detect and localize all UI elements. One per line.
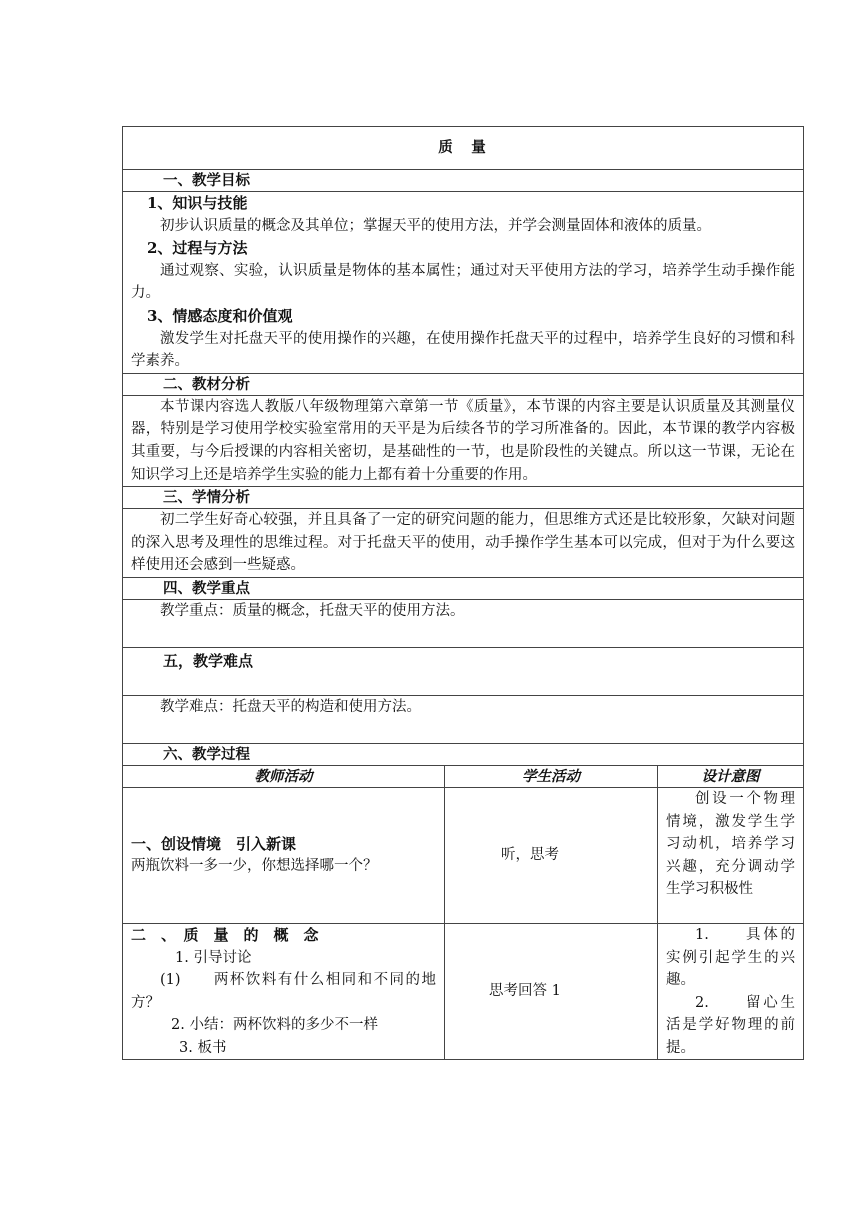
section-heading-goals: 一、教学目标 [123,170,804,192]
material-text: 本节课内容选人教版八年级物理第六章第一节《质量》，本节课的内容主要是认识质量及其测量仪器，特别是学习使用学校实验室常用的天平是为后续各节的学习所准备的。因此，本节课的教学内容极其重要，与今后授课的内容相关密切，是基础性的一节，也是阶段性的关键点。所以这一节课，无论在知识学习上还是培养学生实验的能力上都有着十分重要的作用。 [131,398,796,483]
material-content [123,395,804,486]
row2-teacher-line1: 1. 引导讨论 [175,949,252,966]
row2-teacher-line3: 2. 小结：两杯饮料的多少不一样 [171,1017,378,1034]
row2-student-cell: 思考回答 1 [445,923,658,1060]
row2-teacher-cell [123,923,445,1060]
goal-1-text: 初步认识质量的概念及其单位；掌握天平的使用方法，并学会测量固体和液体的质量。 [160,217,711,234]
process-row-2 [123,923,804,1060]
row2-design-line1: 1. 具体的实例引起学生的兴趣。 [666,926,796,989]
row2-design-line2: 2. 留心生活是学好物理的前提。 [666,994,796,1056]
section-heading-material: 二、教材分析 [123,373,804,395]
students-text: 初二学生好奇心较强，并且具备了一定的研究问题的能力，但思维方式还是比较形象，欠缺对问题的深入思考及理性的思维过程。对于托盘天平的使用，动手操作学生基本可以完成，但对于为什么要这样使用还会感到一些疑惑。 [131,512,796,574]
goals-content [123,192,804,374]
row1-teacher-cell [123,787,445,923]
difficulty-heading-cell [123,647,804,695]
row1-design-cell [658,787,804,923]
row1-student-cell: 听，思考 [445,787,658,923]
column-header-teacher: 教师活动 [123,765,445,787]
section-heading-difficulty: 五，教学难点 [163,651,254,670]
goal-3-heading: 3、情感态度和价值观 [147,306,293,325]
row1-teacher-text: 两瓶饮料一多一少，你想选择哪一个？ [131,858,378,875]
row2-design-cell [658,923,804,1060]
students-content [123,509,804,578]
section-heading-process: 六、教学过程 [123,743,804,765]
lesson-plan-table [122,126,804,1060]
difficulty-content [123,695,804,743]
goal-2-heading: 2、过程与方法 [147,239,248,258]
process-row-1 [123,787,804,923]
goal-3-text: 激发学生对托盘天平的使用操作的兴趣，在使用操作托盘天平的过程中，培养学生良好的习惯和科学素养。 [131,330,796,370]
key-content [123,599,804,647]
difficulty-text: 教学难点：托盘天平的构造和使用方法。 [160,698,421,715]
row2-teacher-heading: 二 、 质 量 的 概 念 [131,925,319,944]
row1-teacher-heading: 一、创设情境 引入新课 [131,834,297,853]
key-text: 教学重点：质量的概念，托盘天平的使用方法。 [160,602,465,619]
column-header-student: 学生活动 [445,765,658,787]
lesson-plan-page [122,126,803,1060]
row2-teacher-line4: 3. 板书 [179,1039,227,1056]
goal-2-text: 通过观察、实验，认识质量是物体的基本属性；通过对天平使用方法的学习，培养学生动手操作能力。 [131,262,796,302]
page-title: 质 量 [123,127,804,170]
goal-1-heading: 1、知识与技能 [147,194,248,212]
section-heading-students: 三、学情分析 [123,487,804,509]
row2-teacher-line2: (1) 两杯饮料有什么相同和不同的地方？ [131,972,436,1011]
row1-design-text: 创设一个物理情境，激发学生学习动机，培养学习兴趣，充分调动学生学习积极性 [666,790,796,898]
column-header-design: 设计意图 [658,765,804,787]
section-heading-key: 四、教学重点 [123,577,804,599]
